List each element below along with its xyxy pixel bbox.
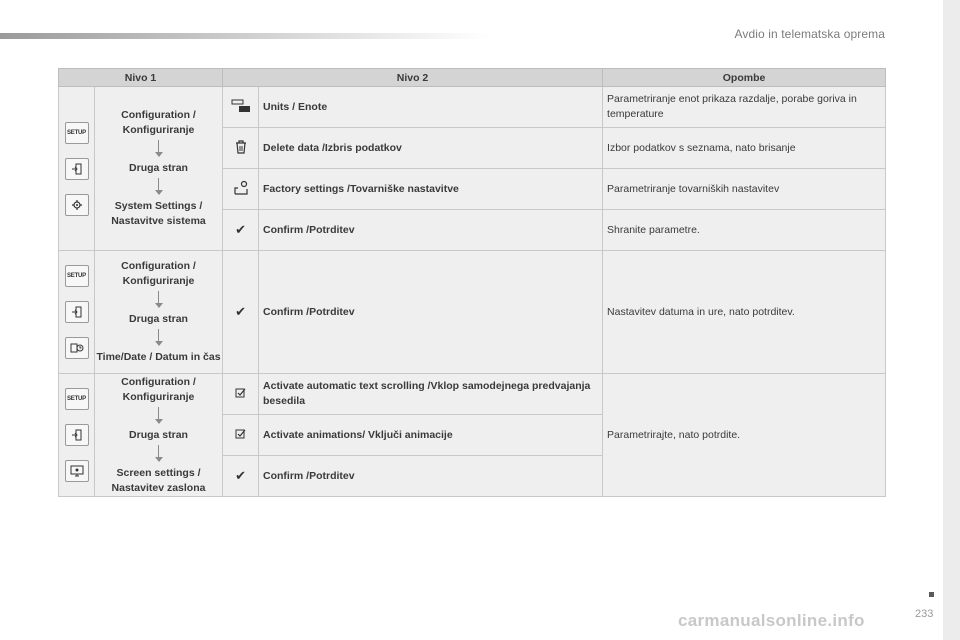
page-next-icon [65, 158, 89, 180]
level1-path-cell [95, 251, 223, 374]
level2-icon-cell [223, 87, 259, 128]
watermark: carmanualsonline.info [678, 611, 865, 630]
header-decoration-bar [0, 33, 490, 39]
path-second-page: Druga stran [129, 162, 188, 174]
level2-label: Units / Enote [259, 87, 603, 128]
column-header-level2: Nivo 2 [223, 69, 603, 87]
level2-label: Factory settings /Tovarniške nastavitve [259, 169, 603, 210]
level2-icon-cell [223, 415, 259, 456]
level2-label: Confirm /Potrditev [259, 210, 603, 251]
note-cell: Parametrirajte, nato potrdite. [603, 374, 886, 497]
note-cell: Parametriranje tovarniških nastavitev [603, 169, 886, 210]
table-row [59, 87, 886, 128]
check-icon: ✔ [235, 468, 246, 483]
level2-icon-cell [223, 169, 259, 210]
path-time-date: Time/Date / Datum in čas [96, 351, 221, 363]
level2-label: Delete data /Izbris podatkov [259, 128, 603, 169]
path-configuration: Configuration / Konfiguriranje [121, 109, 196, 136]
arrow-down-icon [95, 407, 222, 424]
note-cell: Nastavitev datuma in ure, nato potrditev. [603, 251, 886, 374]
page-next-icon [65, 301, 89, 323]
factory-settings-icon [233, 180, 249, 196]
path-configuration: Configuration / Konfiguriranje [121, 375, 196, 403]
page-number: 233 [915, 608, 934, 620]
level1-icons-cell [59, 374, 95, 497]
level2-icon-cell [223, 456, 259, 497]
arrow-down-icon [95, 445, 222, 462]
column-header-level1: Nivo 1 [59, 69, 223, 87]
page-edge-band [943, 0, 960, 640]
time-date-icon [65, 337, 89, 359]
level2-icon-cell [223, 210, 259, 251]
check-icon: ✔ [235, 304, 246, 319]
note-cell: Shranite parametre. [603, 210, 886, 251]
path-second-page: Druga stran [129, 428, 188, 441]
level1-icons-cell [59, 251, 95, 374]
table-row [59, 374, 886, 415]
arrow-down-icon [95, 329, 222, 346]
check-icon: ✔ [235, 222, 246, 237]
page-marker [929, 592, 934, 597]
level2-icon-cell [223, 374, 259, 415]
chapter-title: Avdio in telematska oprema [734, 27, 885, 41]
level2-label: Confirm /Potrditev [259, 251, 603, 374]
settings-menu-table [58, 68, 886, 497]
column-header-notes: Opombe [603, 69, 886, 87]
path-system-settings: System Settings / Nastavitve sistema [111, 200, 206, 227]
setup-button-icon: SETUP [65, 388, 89, 410]
level2-label: Activate animations/ Vključi animacije [259, 415, 603, 456]
arrow-down-icon [95, 291, 222, 308]
page-next-icon [65, 424, 89, 446]
setup-button-icon: SETUP [65, 265, 89, 287]
level2-icon-cell [223, 251, 259, 374]
note-cell: Parametriranje enot prikaza razdalje, porabe goriva in temperature [603, 87, 886, 128]
setup-button-icon: SETUP [65, 122, 89, 144]
path-configuration: Configuration / Konfiguriranje [121, 260, 196, 287]
level1-path-cell [95, 87, 223, 251]
path-screen-settings: Screen settings / Nastavitev zaslona [111, 466, 206, 494]
table-header-row [59, 69, 886, 87]
checkbox-icon [235, 428, 247, 440]
units-icon [231, 99, 251, 113]
table-row [59, 251, 886, 374]
system-settings-icon [65, 194, 89, 216]
level2-label: Activate automatic text scrolling /Vklop samodejnega predvajanja besedila [259, 374, 603, 415]
arrow-down-icon [95, 140, 222, 157]
delete-data-icon [233, 139, 249, 155]
screen-settings-icon [65, 460, 89, 482]
level2-label: Confirm /Potrditev [259, 456, 603, 497]
path-second-page: Druga stran [129, 313, 188, 325]
note-cell: Izbor podatkov s seznama, nato brisanje [603, 128, 886, 169]
level1-path-cell [95, 374, 223, 497]
checkbox-icon [235, 387, 247, 399]
level1-icons-cell [59, 87, 95, 251]
level2-icon-cell [223, 128, 259, 169]
arrow-down-icon [95, 178, 222, 195]
